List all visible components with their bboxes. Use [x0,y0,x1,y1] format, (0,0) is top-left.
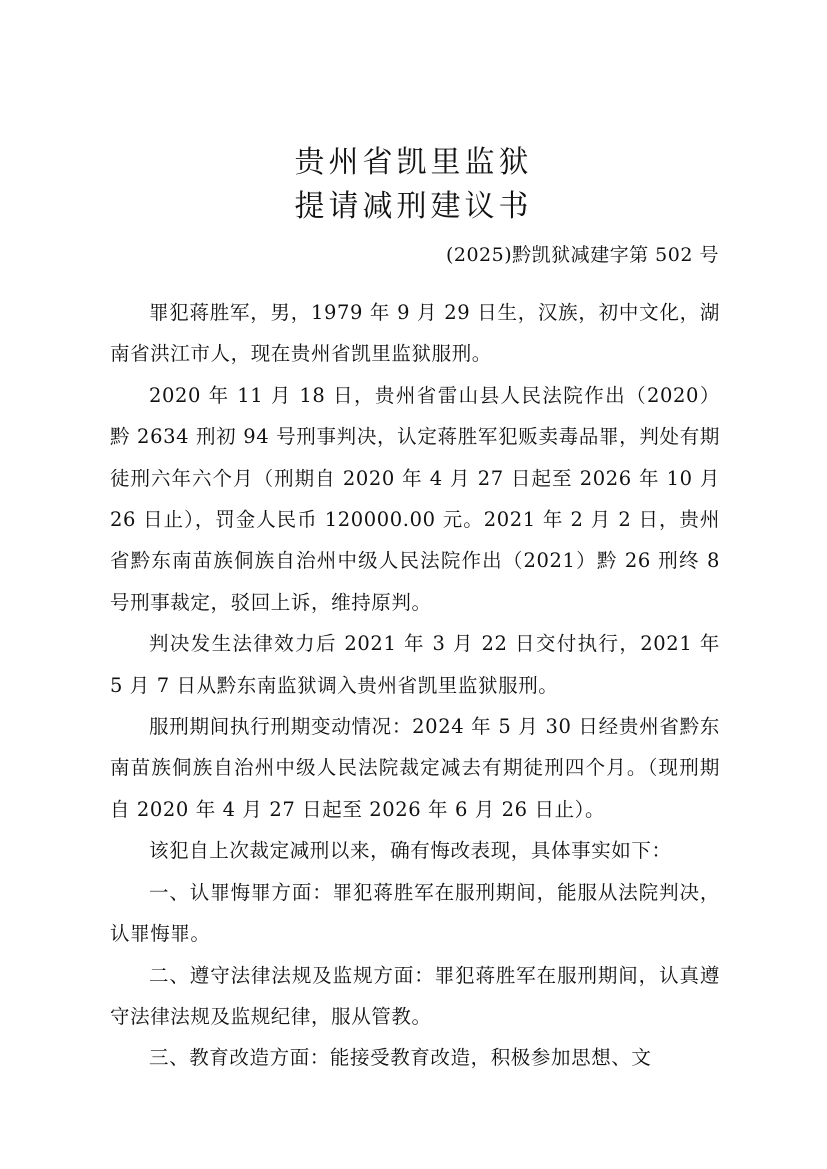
document-title-line1: 贵州省凯里监狱 [294,145,533,180]
paragraph-point-2: 二、遵守法律法规及监规方面：罪犯蒋胜军在服刑期间，认真遵守法律法规及监规纪律，服从管教。 [110,963,720,1028]
document-number: (2025)黔凯狱减建字第 502 号 [445,244,719,266]
paragraph-repentance-intro: 该犯自上次裁定减刑以来，确有悔改表现，具体事实如下： [149,839,672,863]
paragraph-sentence-change: 服刑期间执行刑期变动情况：2024 年 5 月 30 日经贵州省黔东南苗族侗族自治州中级人民法院裁定减去有期徒刑四个月。（现刑期自 2020 年 4 月 27 日起至 2026 年 6 月 26 日止）。 [110,715,720,821]
paragraph-judgment: 2020 年 11 月 18 日，贵州省雷山县人民法院作出（2020）黔 2634 刑初 94 号刑事判决，认定蒋胜军犯贩卖毒品罪，判处有期徒刑六年六个月（刑期自 2020 年 4 月 27 日起至 2026 年 10 月 26 日止），罚金人民币 120000.00 元。2021 年 2 月 2 日，贵州省黔东南苗族侗族自治州中级人民法院作出（2021）黔 26 刑终 8 号刑事裁定，驳回上诉，维持原判。 [110,383,720,614]
document-title-line2: 提请减刑建议书 [294,189,533,224]
paragraph-point-1: 一、认罪悔罪方面：罪犯蒋胜军在服刑期间，能服从法院判决，认罪悔罪。 [110,880,720,946]
document-body [110,292,720,1079]
paragraph-execution: 判决发生法律效力后 2021 年 3 月 22 日交付执行，2021 年 5 月 7 日从黔东南监狱调入贵州省凯里监狱服刑。 [110,632,720,697]
paragraph-point-3: 三、教育改造方面：能接受教育改造，积极参加思想、文 [149,1046,652,1070]
paragraph-offender-info: 罪犯蒋胜军，男，1979 年 9 月 29 日生，汉族，初中文化，湖南省洪江市人，现在贵州省凯里监狱服刑。 [110,301,720,366]
